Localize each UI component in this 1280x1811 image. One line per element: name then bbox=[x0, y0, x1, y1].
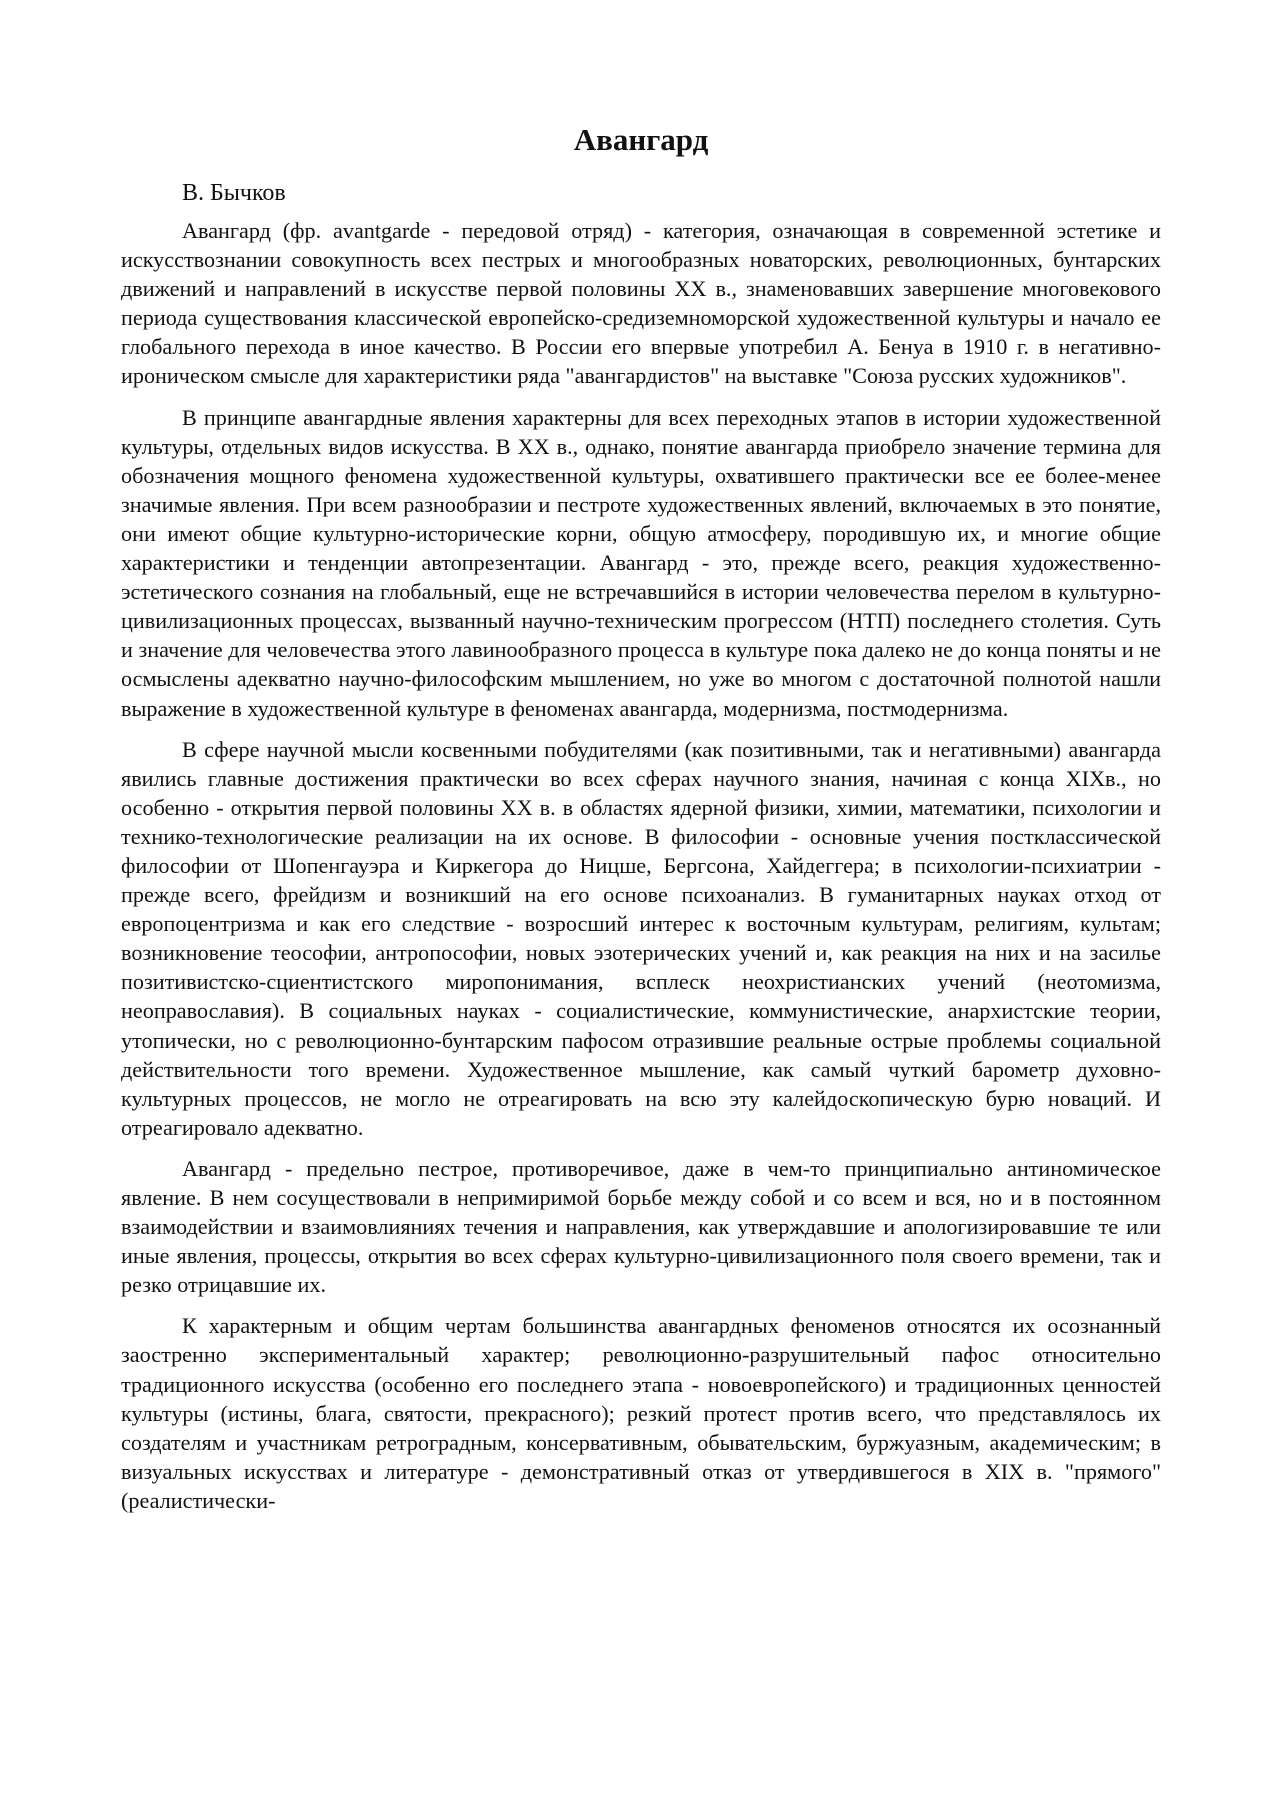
paragraph-1: Авангард (фр. avantgarde - передовой отряд) - категория, означающая в современной эстетике и искусствознании совокупность всех пестрых и многообразных новаторских, революционных, бунтарских движений и направлений в искусстве первой половины XX в., знаменовавших завершение многовекового периода существования классической европейско-средиземноморской художественной культуры и начало ее глобального перехода в иное качество. В России его впервые употребил А. Бенуа в 1910 г. в негативно-ироническом смысле для характеристики ряда "авангардистов" на выставке "Союза русских художников". bbox=[121, 218, 1161, 389]
page-title: Авангард bbox=[573, 122, 709, 157]
article bbox=[121, 118, 1161, 1515]
paragraph-4: Авангард - предельно пестрое, противоречивое, даже в чем-то принципиально антиномическое явление. В нем сосуществовали в непримиримой борьбе между собой и со всем и вся, но и в постоянном взаимодействии и взаимовлияниях течения и направления, как утверждавшие и апологизировавшие те или иные явления, процессы, открытия во всех сферах культурно-цивилизационного поля своего времени, так и резко отрицавшие их. bbox=[121, 1155, 1161, 1298]
paragraph-5: К характерным и общим чертам большинства авангардных феноменов относятся их осознанный заостренно экспериментальный характер; революционно-разрушительный пафос относительно традиционного искусства (особенно его последнего этапа - новоевропейского) и традиционных ценностей культуры (истины, блага, святости, прекрасного); резкий протест против всего, что представлялось их создателям и участникам ретроградным, консервативным, обывательским, буржуазным, академическим; в визуальных искусствах и литературе - демонстративный отказ от утвердившегося в XIX в. "прямого" (реалистически- bbox=[121, 1313, 1161, 1513]
paragraph-3: В сфере научной мысли косвенными побудителями (как позитивными, так и негативными) авангарда явились главные достижения практически во всех сферах научного знания, начиная с конца XIXв., но особенно - открытия первой половины XX в. в областях ядерной физики, химии, математики, психологии и технико-технологические реализации на их основе. В философии - основные учения постклассической философии от Шопенгауэра и Киркегора до Ницше, Бергсона, Хайдеггера; в психологии-психиатрии - прежде всего, фрейдизм и возникший на его основе психоанализ. В гуманитарных науках отход от европоцентризма и как его следствие - возросший интерес к восточным культурам, религиям, культам; возникновение теософии, антропософии, новых эзотерических учений и, как реакция на них и на засилье позитивистско-сциентистского миропонимания, всплеск неохристианских учений (неотомизма, неоправославия). В социальных науках - социалистические, коммунистические, анархистские теории, утопически, но с революционно-бунтарским пафосом отразившие реальные острые проблемы социальной действительности того времени. Художественное мышление, как самый чуткий барометр духовно-культурных процессов, не могло не отреагировать на всю эту калейдоскопическую бурю новаций. И отреагировало адекватно. bbox=[121, 736, 1161, 1140]
author-name: В. Бычков bbox=[182, 180, 286, 206]
paragraph-2: В принципе авангардные явления характерны для всех переходных этапов в истории художественной культуры, отдельных видов искусства. В XX в., однако, понятие авангарда приобрело значение термина для обозначения мощного феномена художественной культуры, охватившего практически все ее более-менее значимые явления. При всем разнообразии и пестроте художественных явлений, включаемых в это понятие, они имеют общие культурно-исторические корни, общую атмосферу, породившую их, и многие общие характеристики и тенденции автопрезентации. Авангард - это, прежде всего, реакция художественно-эстетического сознания на глобальный, еще не встречавшийся в истории человечества перелом в культурно-цивилизационных процессах, вызванный научно-техническим прогрессом (НТП) последнего столетия. Суть и значение для человечества этого лавинообразного процесса в культуре пока далеко не до конца поняты и не осмыслены адекватно научно-философским мышлением, но уже во многом с достаточной полнотой нашли выражение в художественной культуре в феноменах авангарда, модернизма, постмодернизма. bbox=[121, 404, 1161, 721]
